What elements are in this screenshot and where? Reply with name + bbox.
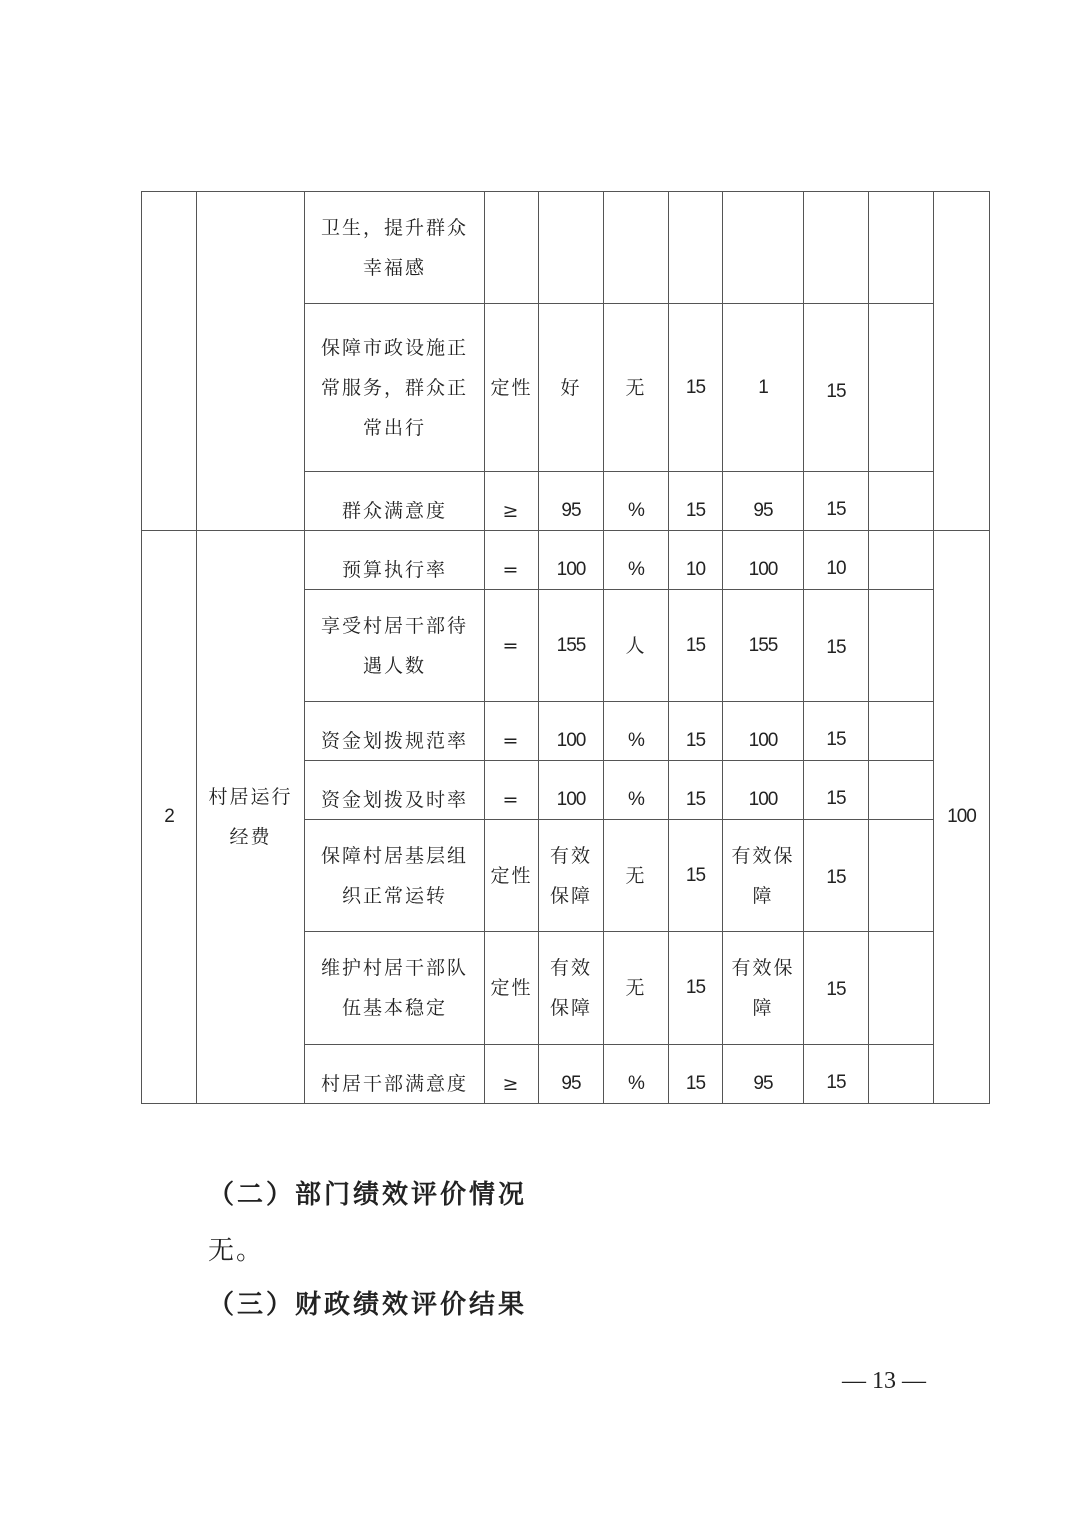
unit-cell: % bbox=[604, 702, 669, 761]
operator-cell bbox=[485, 192, 539, 304]
score-cell: 15 bbox=[804, 702, 869, 761]
indicator-cell: 村居干部满意度 bbox=[305, 1045, 485, 1104]
score-cell: 15 bbox=[804, 590, 869, 702]
indicator-cell: 维护村居干部队伍基本稳定 bbox=[305, 932, 485, 1045]
remark-cell bbox=[869, 192, 934, 304]
section-heading-3: （三）财政绩效评价结果 bbox=[208, 1290, 528, 1320]
unit-cell bbox=[604, 192, 669, 304]
project-cell bbox=[197, 192, 305, 531]
actual-cell: 100 bbox=[723, 531, 804, 590]
actual-cell: 1 bbox=[723, 304, 804, 472]
remark-cell bbox=[869, 304, 934, 472]
remark-cell bbox=[869, 932, 934, 1045]
score-cell: 15 bbox=[804, 472, 869, 531]
weight-cell bbox=[669, 192, 723, 304]
unit-cell: 无 bbox=[604, 820, 669, 932]
weight-cell: 15 bbox=[669, 472, 723, 531]
section-body-2: 无。 bbox=[208, 1236, 265, 1266]
total-cell: 100 bbox=[934, 531, 990, 1104]
remark-cell bbox=[869, 702, 934, 761]
target-cell: 有效保障 bbox=[539, 932, 604, 1045]
remark-cell bbox=[869, 761, 934, 820]
score-cell: 15 bbox=[804, 304, 869, 472]
target-cell: 好 bbox=[539, 304, 604, 472]
score-cell bbox=[804, 192, 869, 304]
operator-cell: = bbox=[485, 590, 539, 702]
actual-cell bbox=[723, 192, 804, 304]
target-cell: 100 bbox=[539, 702, 604, 761]
indicator-cell: 群众满意度 bbox=[305, 472, 485, 531]
indicator-cell: 卫生，提升群众幸福感 bbox=[305, 192, 485, 304]
target-cell bbox=[539, 192, 604, 304]
unit-cell: 人 bbox=[604, 590, 669, 702]
remark-cell bbox=[869, 531, 934, 590]
operator-cell: ≥ bbox=[485, 1045, 539, 1104]
performance-table bbox=[141, 191, 990, 1104]
weight-cell: 15 bbox=[669, 590, 723, 702]
weight-cell: 15 bbox=[669, 932, 723, 1045]
remark-cell bbox=[869, 472, 934, 531]
actual-cell: 有效保障 bbox=[723, 932, 804, 1045]
target-cell: 95 bbox=[539, 472, 604, 531]
total-cell bbox=[934, 192, 990, 531]
index-cell: 2 bbox=[142, 531, 197, 1104]
indicator-cell: 享受村居干部待遇人数 bbox=[305, 590, 485, 702]
score-cell: 10 bbox=[804, 531, 869, 590]
unit-cell: 无 bbox=[604, 932, 669, 1045]
score-cell: 15 bbox=[804, 1045, 869, 1104]
section-heading-2: （二）部门绩效评价情况 bbox=[208, 1180, 528, 1210]
index-cell bbox=[142, 192, 197, 531]
actual-cell: 95 bbox=[723, 472, 804, 531]
actual-cell: 有效保障 bbox=[723, 820, 804, 932]
score-cell: 15 bbox=[804, 932, 869, 1045]
operator-cell: ≥ bbox=[485, 472, 539, 531]
operator-cell: = bbox=[485, 702, 539, 761]
indicator-cell: 保障市政设施正常服务，群众正常出行 bbox=[305, 304, 485, 472]
score-cell: 15 bbox=[804, 820, 869, 932]
actual-cell: 155 bbox=[723, 590, 804, 702]
weight-cell: 15 bbox=[669, 761, 723, 820]
table-row bbox=[142, 192, 990, 304]
remark-cell bbox=[869, 820, 934, 932]
actual-cell: 100 bbox=[723, 702, 804, 761]
remark-cell bbox=[869, 590, 934, 702]
weight-cell: 15 bbox=[669, 304, 723, 472]
weight-cell: 15 bbox=[669, 702, 723, 761]
indicator-cell: 保障村居基层组织正常运转 bbox=[305, 820, 485, 932]
actual-cell: 95 bbox=[723, 1045, 804, 1104]
target-cell: 155 bbox=[539, 590, 604, 702]
unit-cell: % bbox=[604, 531, 669, 590]
weight-cell: 15 bbox=[669, 820, 723, 932]
unit-cell: % bbox=[604, 472, 669, 531]
page-number: — 13 — bbox=[842, 1368, 926, 1394]
unit-cell: % bbox=[604, 761, 669, 820]
remark-cell bbox=[869, 1045, 934, 1104]
target-cell: 100 bbox=[539, 761, 604, 820]
operator-cell: = bbox=[485, 531, 539, 590]
target-cell: 100 bbox=[539, 531, 604, 590]
actual-cell: 100 bbox=[723, 761, 804, 820]
table-row bbox=[142, 531, 990, 590]
unit-cell: 无 bbox=[604, 304, 669, 472]
operator-cell: 定性 bbox=[485, 304, 539, 472]
operator-cell: 定性 bbox=[485, 820, 539, 932]
indicator-cell: 预算执行率 bbox=[305, 531, 485, 590]
indicator-cell: 资金划拨规范率 bbox=[305, 702, 485, 761]
score-cell: 15 bbox=[804, 761, 869, 820]
project-cell: 村居运行经费 bbox=[197, 531, 305, 1104]
operator-cell: 定性 bbox=[485, 932, 539, 1045]
target-cell: 有效保障 bbox=[539, 820, 604, 932]
unit-cell: % bbox=[604, 1045, 669, 1104]
weight-cell: 15 bbox=[669, 1045, 723, 1104]
target-cell: 95 bbox=[539, 1045, 604, 1104]
indicator-cell: 资金划拨及时率 bbox=[305, 761, 485, 820]
operator-cell: = bbox=[485, 761, 539, 820]
weight-cell: 10 bbox=[669, 531, 723, 590]
